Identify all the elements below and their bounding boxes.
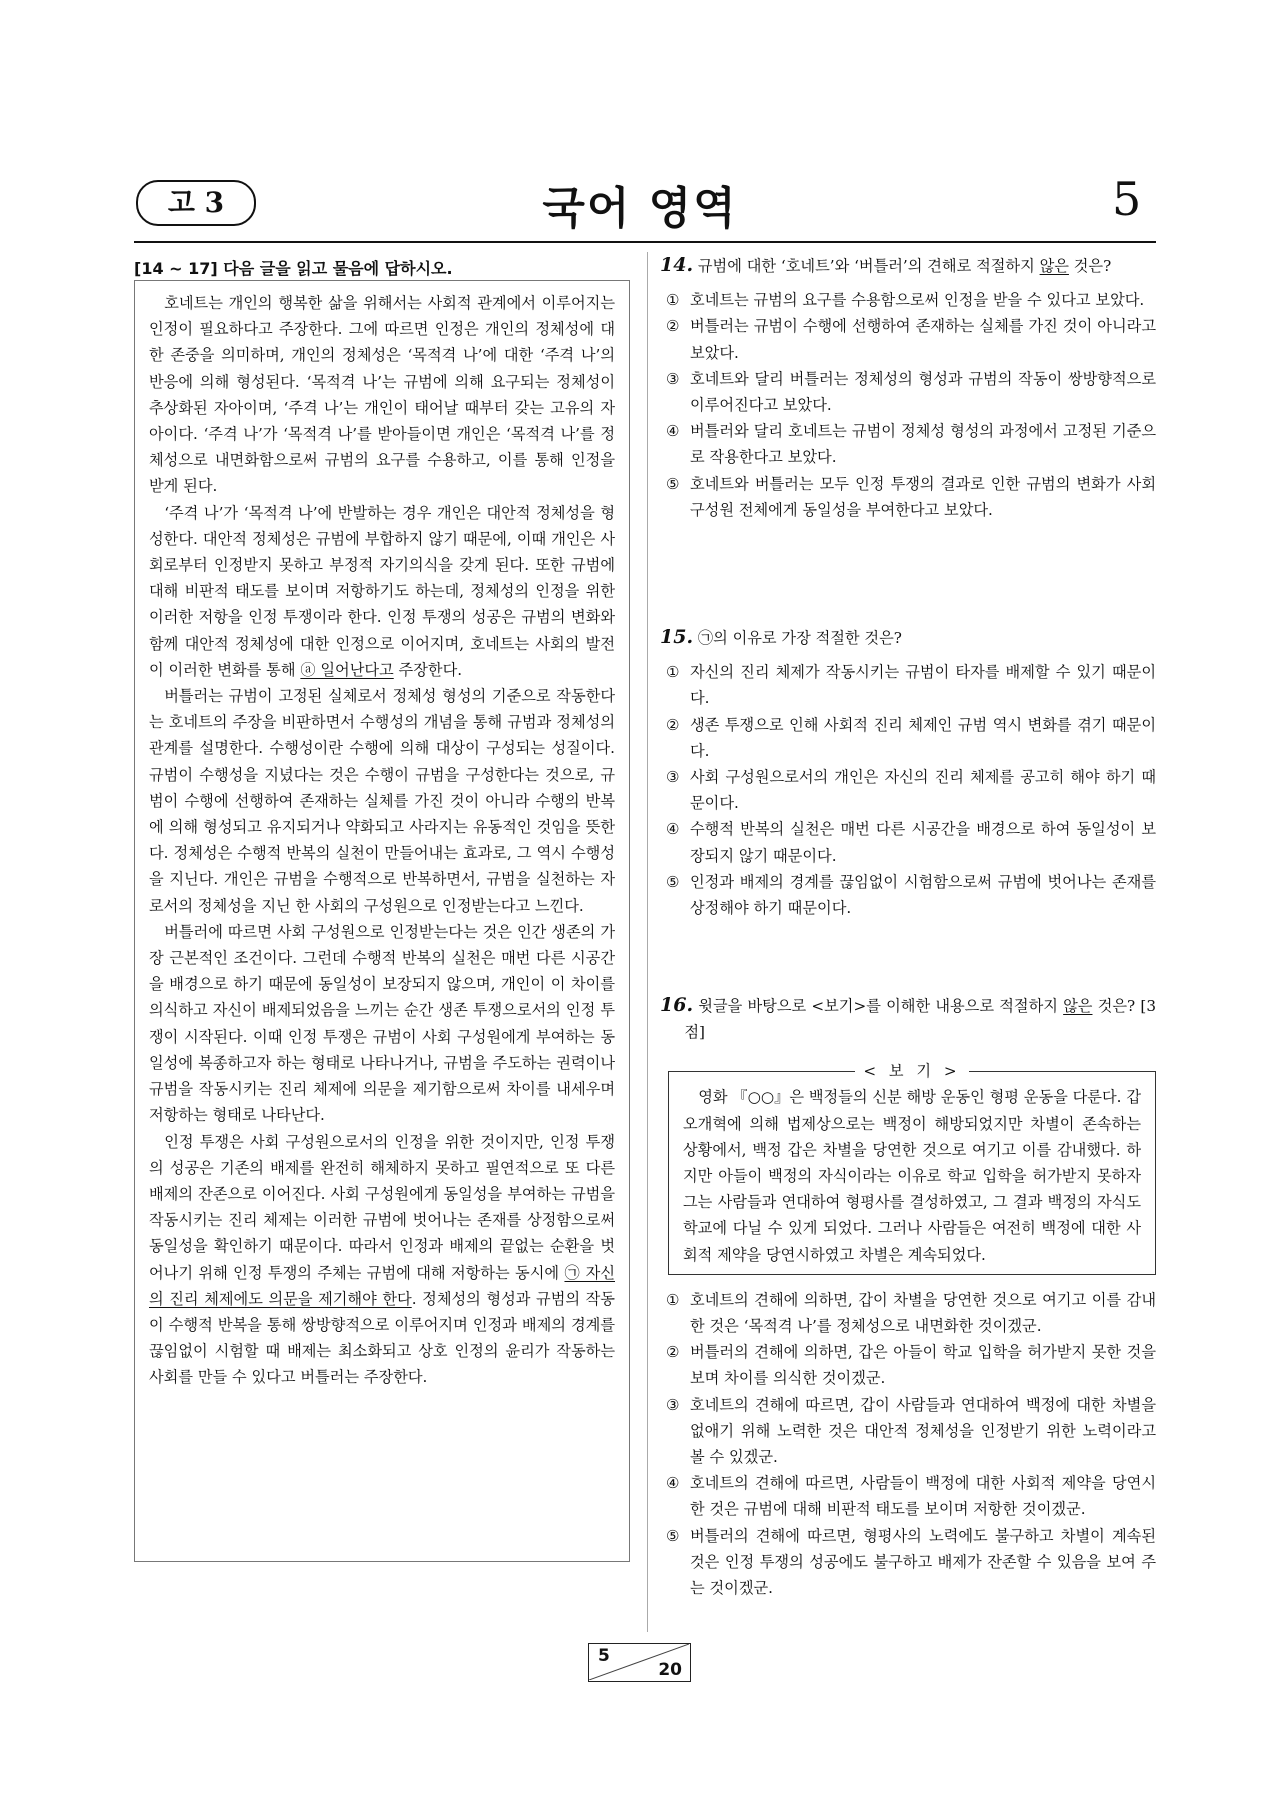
question-stem: 윗글을 바탕으로 <보기>를 이해한 내용으로 적절하지 (698, 997, 1064, 1015)
option-text: 버틀러의 견해에 따르면, 형평사의 노력에도 불구하고 차별이 계속된 것은 인정 투쟁의 성공에도 불구하고 배제가 잔존할 수 있음을 보여 주는 것이겠군. (690, 1526, 1156, 1598)
header-rule (134, 241, 1156, 243)
option-text: 호네트의 견해에 따르면, 사람들이 백정에 대한 사회적 제약을 당연시한 것은 규범에 대해 비판적 태도를 보이며 저항한 것이겠군. (690, 1474, 1156, 1519)
question-stem: ㉠의 이유로 가장 적절한 것은? (697, 629, 902, 647)
answer-option[interactable] (660, 313, 1156, 365)
answer-option[interactable] (660, 764, 1156, 816)
question-stem-emphasis: 않은 (1063, 997, 1093, 1015)
option-text: 호네트의 견해에 의하면, 갑이 차별을 당연한 것으로 여기고 이를 감내한 것은 ‘목적격 나’를 정체성으로 내면화한 것이겠군. (690, 1290, 1156, 1336)
option-text: 호네트는 규범의 요구를 수용함으로써 인정을 받을 수 있다고 보았다. (690, 291, 1145, 310)
answer-option[interactable] (660, 366, 1156, 418)
paragraph: 버틀러에 따르면 사회 구성원으로 인정받는다는 것은 인간 생존의 가장 근본적인 조건이다. 그런데 수행적 반복의 실천은 매번 다른 시공간을 배경으로 하기 때문에 동일성이 보장되지 않으며, 개인이 이 차이를 의식하고 자신이 배제되었음을 느끼는 순간 생존 투쟁으로서의 인정 투쟁이 시작된다. 이때 인정 투쟁은 규범이 사회 구성원에게 부여하는 동일성에 복종하고자 하는 형태로 나타나거나, 규범을 주도하는 권력이나 규범을 작동시키는 진리 체제에 의문을 제기함으로써 차이를 내세우며 저항하는 형태로 나타난다. (149, 922, 615, 1125)
answer-option[interactable] (660, 816, 1156, 868)
question-number: 14. (660, 254, 694, 276)
total-pages: 20 (658, 1660, 682, 1680)
answer-option[interactable] (660, 471, 1156, 523)
answer-option[interactable] (660, 1339, 1156, 1391)
answer-option[interactable] (660, 1470, 1156, 1522)
answer-option[interactable] (660, 1392, 1156, 1471)
underlined-giyeok: ㉠ 자신의 진리 체제에도 의문을 제기해야 한다 (149, 1263, 615, 1308)
answer-option[interactable] (660, 712, 1156, 764)
text: 인정 투쟁은 사회 구성원으로서의 인정을 위한 것이지만, 인정 투쟁의 성공은 기존의 배제를 완전히 해체하지 못하고 필연적으로 또 다른 배제의 잔존으로 이어진다. 사회 구성원에게 동일성을 부여하는 규범을 작동시키는 진리 체제는 이러한 규범에 벗어나는 존재를 상정함으로써 동일성을 확인하기 때문이다. 따라서 인정과 배제의 끝없는 순환을 벗어나기 위해 인정 투쟁의 주체는 규범에 대해 저항하는 동시에 (149, 1132, 615, 1282)
instruction: [14 ~ 17] 다음 글을 읽고 물음에 답하시오. (134, 259, 453, 278)
option-number: ③ (666, 369, 680, 388)
option-number: ① (666, 291, 680, 310)
answer-option[interactable] (660, 1287, 1156, 1339)
answer-option[interactable] (660, 869, 1156, 921)
paragraph (149, 1129, 615, 1391)
option-text: 자신의 진리 체제가 작동시키는 규범이 타자를 배제할 수 있기 때문이다. (690, 663, 1156, 708)
paragraph (149, 500, 615, 683)
answer-option[interactable] (660, 287, 1156, 313)
answer-option[interactable] (660, 1523, 1156, 1602)
page-indicator (588, 1643, 691, 1682)
option-text: 호네트의 견해에 따르면, 갑이 사람들과 연대하여 백정에 대한 차별을 없애기 위해 노력한 것은 대안적 정체성을 인정받기 위한 노력이라고 볼 수 있겠군. (690, 1395, 1156, 1467)
bogi-label: < 보 기 > (855, 1062, 968, 1080)
option-number: ② (666, 715, 680, 734)
current-page: 5 (598, 1646, 610, 1666)
text: . 정체성의 형성과 규범의 작동이 수행적 반복을 통해 쌍방향적으로 이루어지며 인정과 배제의 경계를 끊임없이 시험할 때 배제는 최소화되고 상호 인정의 윤리가 작동하는 사회를 만들 수 있다고 버틀러는 주장한다. (149, 1289, 615, 1387)
page-title: 국어 영역 (542, 183, 738, 234)
text: ‘주격 나’가 ‘목적격 나’에 반발하는 경우 개인은 대안적 정체성을 형성한다. 대안적 정체성은 규범에 부합하지 않기 때문에, 이때 개인은 사회로부터 인정받지 못하고 부정적 자기의식을 갖게 된다. 또한 규범에 대해 비판적 태도를 보이며 저항하기도 하는데, 정체성의 인정을 위한 이러한 저항을 인정 투쟁이라 한다. 인정 투쟁의 성공은 규범의 변화와 함께 대안적 정체성에 대한 인정으로 이어지며, 호네트는 사회의 발전이 이러한 변화를 통해 (149, 503, 615, 679)
option-text: 버틀러의 견해에 의하면, 갑은 아들이 학교 입학을 허가받지 못한 것을 보며 차이를 의식한 것이겠군. (690, 1343, 1156, 1388)
option-text: 인정과 배제의 경계를 끊임없이 시험함으로써 규범에 벗어나는 존재를 상정해야 하기 때문이다. (690, 872, 1156, 918)
reading-passage (134, 280, 630, 1562)
option-text: 호네트와 버틀러는 모두 인정 투쟁의 결과로 인한 규범의 변화가 사회 구성원 전체에게 동일성을 부여한다고 보았다. (690, 474, 1156, 519)
question-stem: 것은? (1068, 257, 1112, 275)
question-16 (660, 992, 1156, 1601)
bogi-box (668, 1062, 1156, 1274)
underlined-a: ⓐ 일어난다고 (300, 660, 394, 679)
option-text: 버틀러는 규범이 수행에 선행하여 존재하는 실체를 가진 것이 아니라고 보았다. (690, 317, 1156, 362)
question-stem-emphasis: 않은 (1039, 257, 1069, 275)
answer-option[interactable] (660, 418, 1156, 470)
option-number: ① (666, 1290, 680, 1309)
question-number: 15. (660, 626, 694, 648)
option-number: ⑤ (666, 1526, 680, 1545)
option-text: 수행적 반복의 실천은 매번 다른 시공간을 배경으로 하여 동일성이 보장되지 않기 때문이다. (690, 820, 1156, 865)
question-stem: 것은? [3점] (684, 997, 1156, 1042)
option-number: ⑤ (666, 474, 680, 493)
question-14 (660, 252, 1156, 523)
option-text: 버틀러와 달리 호네트는 규범이 정체성 형성의 과정에서 고정된 기준으로 작용한다고 보았다. (690, 422, 1156, 467)
column-divider (647, 252, 648, 1632)
bogi-text: 영화 『○○』은 백정들의 신분 해방 운동인 형평 운동을 다룬다. 갑오개혁에 의해 법제상으로는 백정이 해방되었지만 차별이 존속하는 상황에서, 백정 갑은 차별을 당연한 것으로 여기고 이를 감내했다. 하지만 아들이 백정의 자식이라는 이유로 학교 입학을 허가받지 못하자 그는 사람들과 연대하여 형평사를 결성하였고, 그 결과 백정의 자식도 학교에 다닐 수 있게 되었다. 그러나 사람들은 여전히 백정에 대한 사회적 제약을 당연시하였고 차별은 계속되었다. (683, 1088, 1141, 1264)
page-number: 5 (1112, 172, 1142, 226)
option-number: ④ (666, 422, 680, 441)
option-number: ② (666, 1343, 680, 1362)
option-number: ③ (666, 768, 680, 787)
option-number: ② (666, 317, 680, 336)
option-number: ⑤ (666, 872, 680, 891)
option-number: ④ (666, 820, 680, 839)
question-number: 16. (660, 994, 694, 1016)
grade-badge: 고 3 (136, 180, 256, 226)
option-number: ① (666, 663, 680, 682)
question-15 (660, 624, 1156, 921)
answer-option[interactable] (660, 659, 1156, 711)
option-text: 호네트와 달리 버틀러는 정체성의 형성과 규범의 작동이 쌍방향적으로 이루어진다고 보았다. (690, 369, 1156, 415)
question-stem: 규범에 대한 ‘호네트’와 ‘버틀러’의 견해로 적절하지 (697, 257, 1040, 275)
option-text: 생존 투쟁으로 인해 사회적 진리 체제인 규범 역시 변화를 겪기 때문이다. (690, 715, 1156, 760)
paragraph: 버틀러는 규범이 고정된 실체로서 정체성 형성의 기준으로 작동한다는 호네트의 주장을 비판하면서 수행성의 개념을 통해 규범과 정체성의 관계를 설명한다. 수행성이란 수행에 의해 대상이 구성되는 성질이다. 규범이 수행성을 지녔다는 것은 수행이 규범을 구성한다는 것으로, 규범이 수행에 선행하여 존재하는 실체를 가진 것이 아니라 수행의 반복에 의해 형성되고 유지되거나 약화되고 사라지는 유동적인 것임을 뜻한다. 정체성은 수행적 반복의 실천이 만들어내는 효과로, 그 역시 수행성을 지닌다. 개인은 규범을 수행적으로 반복하면서, 규범을 실천하는 자로서의 정체성을 지닌 한 사회의 구성원으로 인정받는다고 느낀다. (149, 687, 615, 915)
option-text: 사회 구성원으로서의 개인은 자신의 진리 체제를 공고히 해야 하기 때문이다. (690, 768, 1156, 813)
option-number: ④ (666, 1474, 680, 1493)
paragraph: 호네트는 개인의 행복한 삶을 위해서는 사회적 관계에서 이루어지는 인정이 필요하다고 주장한다. 그에 따르면 인정은 개인의 정체성에 대한 존중을 의미하며, 개인의 정체성은 ‘목적격 나’에 대한 ‘주격 나’의 반응에 의해 형성된다. ‘목적격 나’는 규범에 의해 요구되는 정체성이 추상화된 자아이며, ‘주격 나’는 개인이 태어날 때부터 갖는 고유의 자아이다. ‘주격 나’가 ‘목적격 나’를 받아들이면 개인은 ‘목적격 나’를 정체성으로 내면화함으로써 규범의 요구를 수용하고, 이를 통해 인정을 받게 된다. (149, 294, 615, 496)
text: 주장한다. (393, 660, 463, 679)
option-number: ③ (666, 1395, 680, 1414)
